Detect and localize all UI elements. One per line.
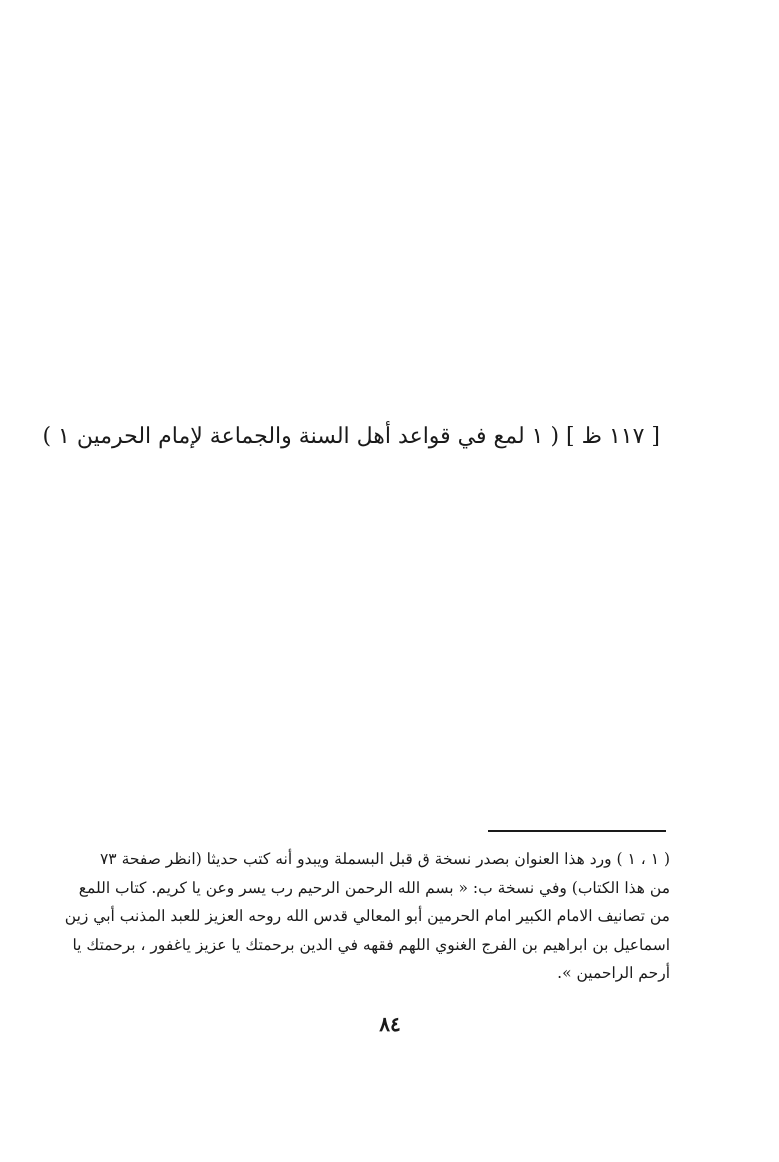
footnote-line: اسماعيل بن ابراهيم بن الفرج الغنوي اللهم فقهه في الدين برحمتك يا عزيز ياغفور ، برحمتك يا [72,935,670,954]
footnote [64,845,670,988]
footnote-separator [488,830,666,832]
section-title: [ ١١٧ ظ ] ( ١ لمع في قواعد أهل السنة والجماعة لإمام الحرمين ١ ) [42,424,660,449]
footnote-line: من هذا الكتاب) وفي نسخة ب: « بسم الله الرحمن الرحيم رب يسر وعن يا كريم. كتاب اللمع [78,878,670,897]
footnote-line: من تصانيف الامام الكبير امام الحرمين أبو المعالي قدس الله روحه العزيز للعبد المذنب أبي زين [64,907,670,925]
footnote-line: ( ١ ، ١ ) ورد هذا العنوان بصدر نسخة ق قبل البسملة ويبدو أنه كتب حديثا (انظر صفحة ٧٣ [99,850,670,868]
footnote-line: أرحم الراحمين ». [557,964,670,982]
page-number: ٨٤ [379,1012,401,1036]
